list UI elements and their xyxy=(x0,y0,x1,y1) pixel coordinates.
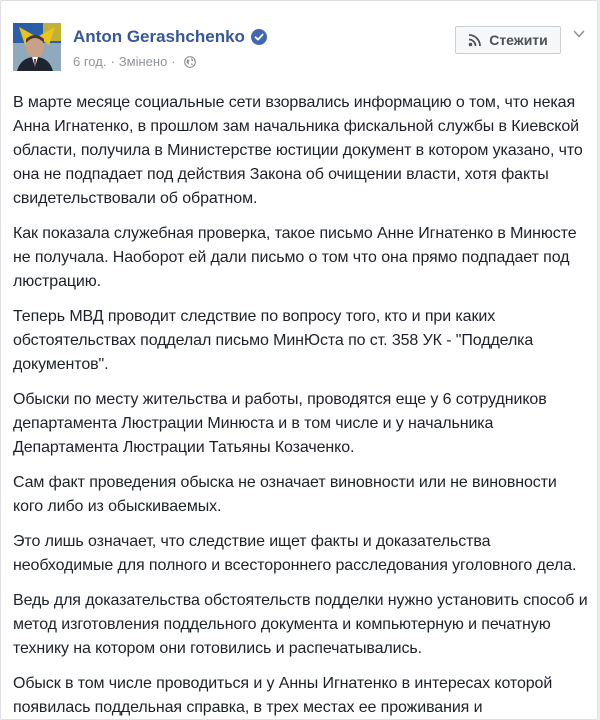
post-meta xyxy=(73,54,196,69)
post-paragraph: Сам факт проведения обыска не означает виновности или не виновности кого либо из обыскиваемых. xyxy=(13,474,557,515)
post-paragraph: В марте месяце социальные сети взорвались информацию о том, что некая Анна Игнатенко, в прошлом зам начальника фискальной службы в Киевской области, получила в Министерстве юстиции документ в котором указано, что она не подпадает под действия Закона об очищении власти, хотя факты свидетельствовали об обратном. xyxy=(13,94,583,207)
post-paragraph: Как показала служебная проверка, такое письмо Анне Игнатенко в Минюсте не получала. Наоборот ей дали письмо о том что она прямо подпадает под люстрацию. xyxy=(13,225,577,290)
post-timestamp[interactable]: 6 год. xyxy=(73,54,107,69)
follow-button[interactable] xyxy=(455,26,561,54)
post-paragraph: Теперь МВД проводит следствие по вопросу того, кто и при каких обстоятельствах подделал письмо МинЮста по ст. 358 УК - "Подделка документов". xyxy=(13,308,534,373)
post-paragraph: Обыски по месту жительства и работы, проводятся еще у 6 сотрудников департамента Люстрации Минюста и в том числе и у начальника Департамента Люстрации Татьяны Козаченко. xyxy=(13,391,547,456)
globe-icon[interactable] xyxy=(184,56,196,68)
author-name-text[interactable]: Anton Gerashchenko xyxy=(73,27,245,46)
author-name[interactable] xyxy=(73,27,267,47)
edited-label[interactable]: Змінено xyxy=(118,54,168,69)
post-paragraph: Обыск в том числе проводиться и у Анны Игнатенко в интересах которой появилась поддельная справка, в трех местах ее проживания и xyxy=(13,675,553,716)
chevron-down-icon[interactable] xyxy=(572,27,586,41)
post-paragraph: Это лишь означает, что следствие ищет факты и доказательства необходимые для полного и всестороннего расследования уголовного дела. xyxy=(13,533,577,574)
avatar[interactable] xyxy=(13,23,61,71)
post-paragraph: Ведь для доказательства обстоятельств подделки нужно установить способ и метод изготовления поддельного документа и компьютерную и печатную технику на котором они готовились и распечатывались. xyxy=(13,592,588,657)
meta-separator: · xyxy=(110,54,115,69)
post-header xyxy=(1,1,597,85)
post-body xyxy=(13,91,589,720)
rss-icon xyxy=(468,33,482,47)
meta-separator: · xyxy=(171,54,176,69)
verified-badge-icon xyxy=(251,29,267,45)
follow-button-label: Стежити xyxy=(489,32,548,48)
